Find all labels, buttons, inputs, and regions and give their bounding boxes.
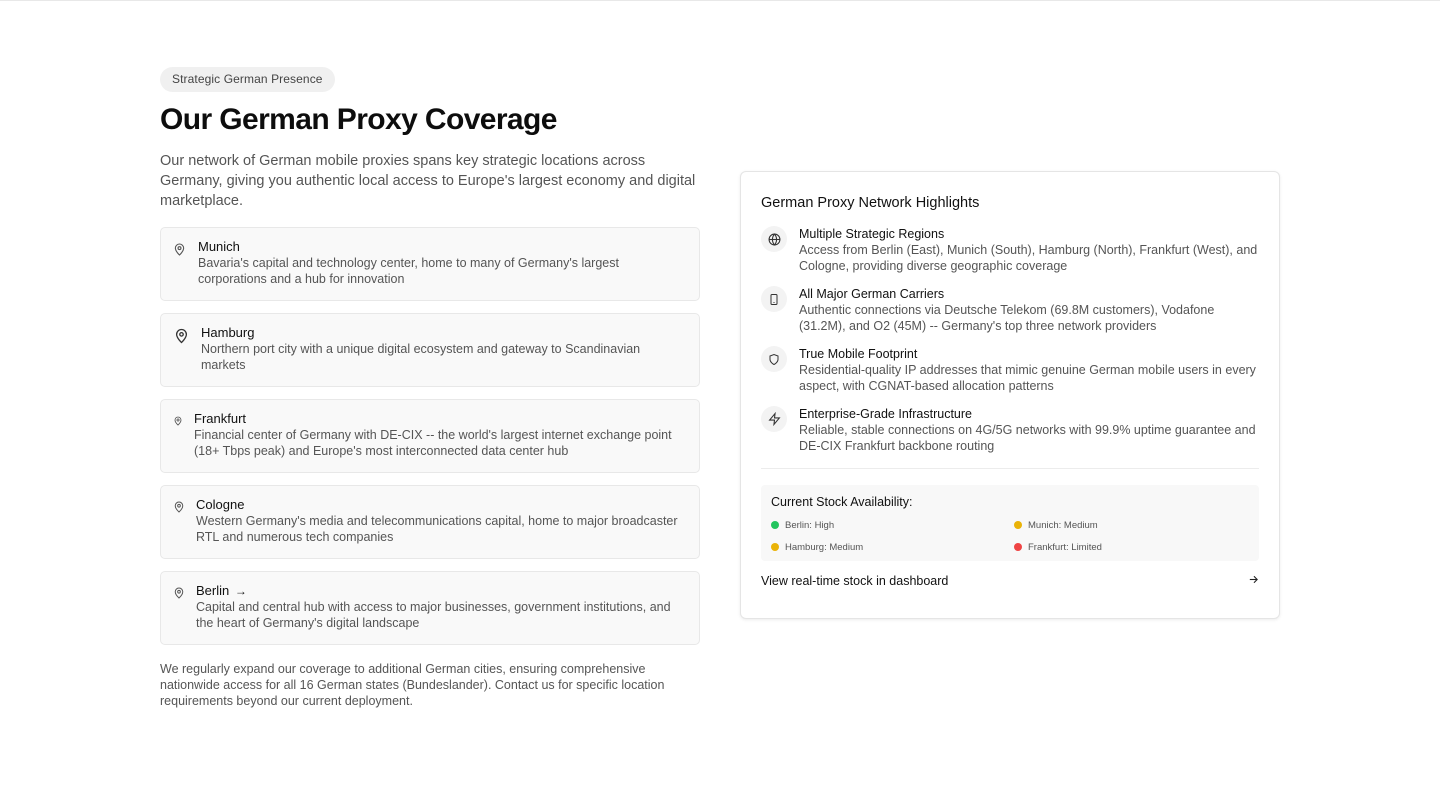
city-name: Berlin [196, 583, 230, 598]
city-card-cologne[interactable] [160, 485, 700, 559]
map-pin-icon [174, 587, 184, 599]
feature-item [761, 286, 1259, 346]
section-badge: Strategic German Presence [160, 67, 335, 92]
city-name-row [196, 583, 685, 599]
feature-list [761, 226, 1259, 466]
stock-label: Hamburg: Medium [785, 541, 864, 553]
city-description: Financial center of Germany with DE-CIX -- the world's largest internet exchange point (18+ Tbps peak) and Europe's most interconnected data center hub [194, 428, 672, 458]
intro-text: Our network of German mobile proxies spans key strategic locations across Germany, giving you authentic local access to Europe's largest economy and digital marketplace. [160, 153, 696, 209]
arrow-right-icon [1248, 573, 1259, 589]
feature-description: Access from Berlin (East), Munich (South), Hamburg (North), Frankfurt (West), and Cologne, providing diverse geographic coverage [799, 243, 1258, 273]
arrow-right-icon: → [234, 584, 247, 598]
page-title: Our German Proxy Coverage [160, 103, 557, 136]
dashboard-stock-link[interactable] [761, 573, 1259, 589]
stock-item-hamburg [771, 540, 1014, 554]
city-list [160, 227, 700, 645]
map-pin-icon [174, 243, 185, 256]
city-name: Frankfurt [194, 411, 247, 426]
city-name: Hamburg [201, 325, 255, 340]
highlights-card [740, 171, 1280, 619]
city-card-hamburg[interactable] [160, 313, 700, 387]
coverage-footnote: We regularly expand our coverage to additional German cities, ensuring comprehensive nationwide access for all 16 German states (Bundeslander). Contact us for specific location requirements beyond our current deployment. [160, 662, 665, 708]
dashboard-link-label: View real-time stock in dashboard [761, 574, 949, 588]
map-pin-icon [174, 416, 182, 426]
stock-title: Current Stock Availability: [771, 495, 913, 509]
feature-item [761, 226, 1259, 286]
stock-grid [771, 518, 1249, 554]
feature-item [761, 406, 1259, 466]
lightning-icon [761, 406, 787, 432]
smartphone-icon [761, 286, 787, 312]
stock-label: Berlin: High [785, 519, 835, 531]
stock-item-berlin [771, 518, 1014, 532]
stock-label: Munich: Medium [1028, 519, 1098, 531]
feature-description: Authentic connections via Deutsche Telekom (69.8M customers), Vodafone (31.2M), and O2 (45M) -- Germany's top three network providers [799, 303, 1215, 333]
city-description: Capital and central hub with access to major businesses, government institutions, and the heart of Germany's digital landscape [196, 600, 671, 630]
feature-description: Reliable, stable connections on 4G/5G networks with 99.9% uptime guarantee and DE-CIX Frankfurt backbone routing [799, 423, 1256, 453]
city-name: Munich [198, 239, 240, 254]
status-dot-icon [1014, 543, 1022, 551]
city-name: Cologne [196, 497, 245, 512]
globe-icon [761, 226, 787, 252]
city-card-munich[interactable] [160, 227, 700, 301]
stock-availability-panel [761, 485, 1259, 561]
status-dot-icon [771, 521, 779, 529]
status-dot-icon [771, 543, 779, 551]
top-border [0, 0, 1440, 1]
map-pin-icon [175, 328, 188, 344]
stock-item-frankfurt [1014, 540, 1257, 554]
feature-name: Enterprise-Grade Infrastructure [799, 407, 972, 421]
shield-icon [761, 346, 787, 372]
feature-name: True Mobile Footprint [799, 347, 918, 361]
feature-name: Multiple Strategic Regions [799, 227, 945, 241]
city-description: Bavaria's capital and technology center, home to many of Germany's largest corporations and a hub for innovation [198, 256, 619, 286]
city-description: Western Germany's media and telecommunications capital, home to major broadcaster RTL and numerous tech companies [196, 514, 678, 544]
divider [761, 468, 1259, 469]
status-dot-icon [1014, 521, 1022, 529]
city-description: Northern port city with a unique digital ecosystem and gateway to Scandinavian markets [201, 342, 641, 372]
feature-description: Residential-quality IP addresses that mimic genuine German mobile users in every aspect, with CGNAT-based allocation patterns [799, 363, 1256, 393]
map-pin-icon [174, 501, 184, 513]
feature-item [761, 346, 1259, 406]
stock-label: Frankfurt: Limited [1028, 541, 1102, 553]
coverage-section [160, 67, 700, 709]
city-card-frankfurt[interactable] [160, 399, 700, 473]
feature-name: All Major German Carriers [799, 287, 945, 301]
city-card-berlin[interactable] [160, 571, 700, 645]
highlights-title: German Proxy Network Highlights [761, 195, 980, 211]
stock-item-munich [1014, 518, 1257, 532]
